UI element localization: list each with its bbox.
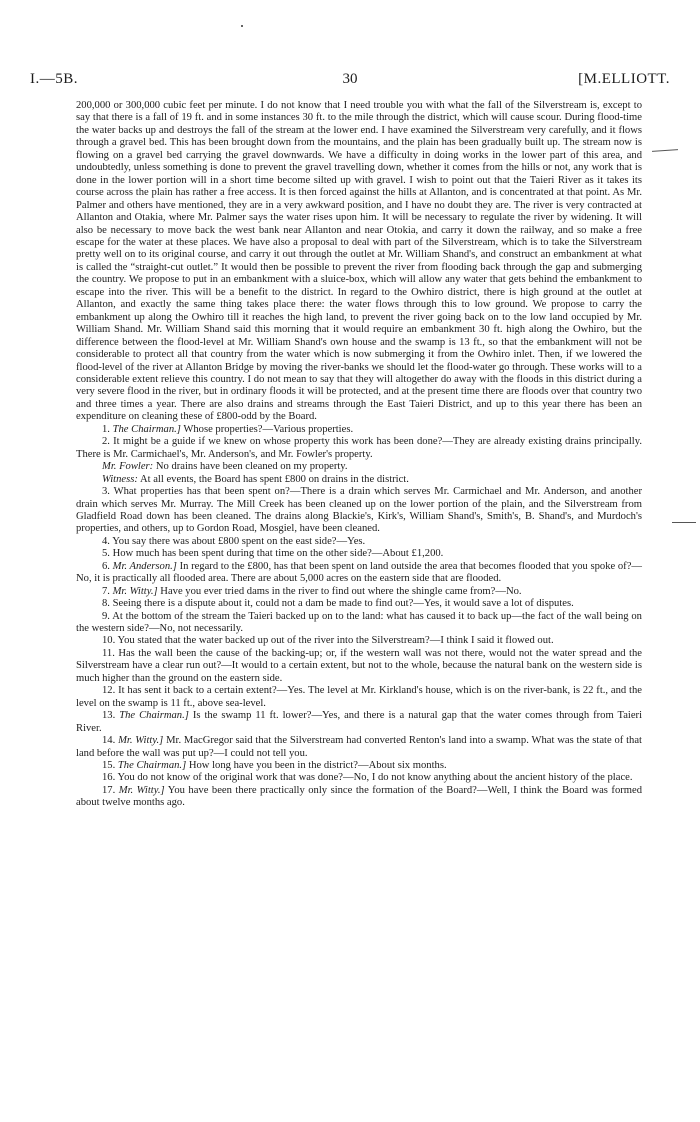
- margin-mark: [672, 522, 696, 523]
- question-answer: [76, 635, 642, 647]
- question-answer: [76, 536, 642, 548]
- question-number: 2.: [102, 436, 110, 448]
- paragraph-text: You say there was about £800 spent on the east side?—Yes.: [112, 535, 366, 547]
- question-number: 9.: [102, 610, 110, 622]
- paragraph-text: You have been there practically only since the formation of the Board?—Well, I think the Board was formed about twelve months ago.: [76, 784, 643, 809]
- question-number: 13.: [102, 710, 116, 722]
- question-answer: [76, 598, 642, 610]
- paragraph-text: Have you ever tried dams in the river to find out where the shingle came from?—No.: [160, 585, 522, 597]
- speaker-name: The Chairman.]: [117, 760, 187, 772]
- speaker-name: Mr. Fowler:: [102, 461, 154, 473]
- question-number: 4.: [102, 535, 110, 547]
- question-answer: [76, 586, 642, 598]
- question-number: 12.: [102, 685, 116, 697]
- paragraph-text: Whose properties?—Various properties.: [183, 423, 354, 435]
- question-answer: [76, 648, 642, 685]
- question-answer: [76, 785, 642, 810]
- paragraph-text: No drains have been cleaned on my property.: [155, 461, 348, 473]
- question-answer: [76, 424, 642, 436]
- page-number: 30: [342, 71, 358, 87]
- speaker-name: Mr. Anderson.]: [112, 560, 177, 572]
- question-number: 5.: [102, 548, 110, 560]
- paragraph-text: 200,000 or 300,000 cubic feet per minute. I do not know that I need trouble you with what the fall of the Silverstream is, except to say that there is a fall of 19 ft. and in some instances 30 ft. to the mile through the district, which will cause scour. During flood-time the water backs up and destroys the fall of the stream at the lower end. I have examined the Silverstream very carefully, and it flows through a gravel bed. This has been brought down from the mountains, and the plain has been gradually built up. The stream now is flowing on a gravel bed carrying the gravel downwards. We have a difficulty in doing works in the lower part of this area, and undoubtedly, unless something is done to prevent the gravel travelling down, whether it comes from the hills or not, any work that is done in the lower portion will in a short time become silted up with gravel. I wish to point out that the Taieri River as it takes its course across the plain has rather a free access. It is then forced against the hills at Allanton, and is concentrated at that point. As Mr. Palmer and others have mentioned, they are in a very awkward position, and I have no doubt they are. The river is very contracted at Allanton and Otakia, where Mr. Palmer says the water rises upon him. It will be necessary to regulate the river by widening. It will also be necessary to move back the west bank near Allanton and near Otokia, and carry it down the railway, and so make a free escape for the water at these places. We have also a proposal to deal with part of the Silverstream, which is to take the Silverstream pretty well on to its original course, and carry it out through the outlet at Mr. William Shand's, and construct an embankment at what is called the “straight-cut outlet.” It would then be possible to prevent the river from flooding back through the gap and submerging the country. We propose to put in an embankment with a sluice-box, which will allow any water that gets behind the embankment to escape into the river. This will be a benefit to the district. In regard to the Owhiro district, there is high ground at the outlet at Allanton, and exactly the same thing takes place there: the water flows through this to low ground. We propose to carry the embankment up along the Owhiro till it reaches the high land, to prevent the river going back on to the low land occupied by Mr. William Shand. Mr. William Shand said this morning that it would require an embankment 30 ft. high along the Owhiro, but the difference between the flood-level at Mr. William Shand's own house and the swamp is 13 ft., so that the embankment will not be considerable to protect all that country from the water which is now submerging it from the Owhiro inlet. Then, if we lowered the flood-level of the river at Allanton Bridge by moving the river-banks we should let the flood-water go through. These works will to a considerable extent relieve this country. I do not mean to say that they will altogether do away with the floods in this district during a very severe flood in the river, but in ordinary floods it will be protected, and at the present time there are floods over that country two and three times a year. There are also drains and streams through the East Taieri District, and up to this year there has been an expenditure on cleaning these of £800-odd by the Board.: [76, 100, 642, 423]
- witness-name: [M.ELLIOTT.: [578, 71, 670, 87]
- document-body: [76, 100, 642, 810]
- question-answer: [76, 548, 642, 560]
- paragraph-text: At all events, the Board has spent £800 on drains in the district.: [139, 473, 409, 485]
- question-number: 17.: [102, 784, 116, 796]
- paragraph-text: It has sent it back to a certain extent?—Yes. The level at Mr. Kirkland's house, which is on the river-bank, is 22 ft., and the level on the swamp is 11 ft., above sea-level.: [76, 685, 642, 709]
- paper-reference: I.—5B.: [30, 71, 78, 87]
- speaker-name: The Chairman.]: [112, 423, 181, 435]
- evidence-paragraph: [76, 100, 642, 424]
- question-answer: [76, 461, 642, 473]
- question-answer: [76, 710, 642, 735]
- question-number: 14.: [102, 735, 116, 747]
- paragraph-text: In regard to the £800, has that been spent on land outside the area that becomes flooded that you spoke of?—No, it is practically all flooded area. There are about 5,000 acres on the eastern side that are flooded.: [76, 560, 642, 585]
- paragraph-text: Mr. MacGregor said that the Silverstream had converted Renton's land into a swamp. What was the state of that land before the wall was put up?—I could not tell you.: [76, 735, 642, 759]
- paragraph-text: How long have you been in the district?—About six months.: [188, 760, 447, 772]
- paragraph-text: You stated that the water backed up out of the river into the Silverstream?—I think I said it flowed out.: [117, 635, 554, 647]
- paragraph-text: What properties has that been spent on?—There is a drain which serves Mr. Carmichael and Mr. Anderson, and another drain which serves Mr. Murray. The Mill Creek has been cleaned up on the lower portion of the plain, and the Silverstream from Gladfield Road down has been cleaned. The drains along Blackie's, Kirk's, William Shand's, Smith's, B. Shand's, and Murdoch's properties, and others, up to Gordon Road, Mosgiel, have been cleaned.: [76, 486, 642, 535]
- question-answer: [76, 772, 642, 784]
- question-answer: [76, 685, 642, 710]
- question-number: 11.: [102, 647, 115, 659]
- question-number: 7.: [102, 585, 110, 597]
- paragraph-text: Has the wall been the cause of the backing-up; or, if the western wall was not there, would not the water spread and the Silverstream have a clear run out?—It would to a certain extent, but not to the whole, because the natural bank on the western side is much higher than the ground on the eastern side.: [76, 647, 642, 684]
- question-answer: [76, 760, 642, 772]
- speaker-name: Mr. Witty.]: [118, 735, 164, 747]
- speaker-name: Mr. Witty.]: [118, 784, 165, 796]
- paragraph-text: How much has been spent during that time on the other side?—About £1,200.: [112, 548, 444, 560]
- speaker-name: Witness:: [102, 473, 138, 485]
- question-number: 6.: [102, 560, 110, 572]
- question-answer: [76, 486, 642, 536]
- paragraph-text: Is the swamp 11 ft. lower?—Yes, and there is a natural gap that the water comes through from Taieri River.: [76, 710, 643, 734]
- paragraph-text: It might be a guide if we knew on whose property this work has been done?—They are already existing drains principally. There is Mr. Carmichael's, Mr. Anderson's, and Mr. Fowler's property.: [76, 436, 642, 460]
- question-answer: [76, 611, 642, 636]
- question-answer: [76, 735, 642, 760]
- paragraph-text: You do not know of the original work that was done?—No, I do not know anything about the ancient history of the place.: [117, 772, 633, 784]
- paragraph-text: Seeing there is a dispute about it, could not a dam be made to find out?—Yes, it would save a lot of disputes.: [112, 598, 574, 610]
- margin-mark: [652, 149, 678, 152]
- question-answer: [76, 474, 642, 486]
- question-number: 8.: [102, 598, 110, 610]
- speaker-name: The Chairman.]: [119, 710, 189, 722]
- margin-dot: [241, 25, 243, 27]
- question-number: 16.: [102, 772, 116, 784]
- question-answer: [76, 436, 642, 461]
- question-number: 3.: [102, 486, 110, 498]
- question-answer: [76, 561, 642, 586]
- question-number: 1.: [102, 423, 110, 435]
- paragraph-text: At the bottom of the stream the Taieri backed up on to the land: what has caused it to back up—the fact of the wall being on the western side?—No, not necessarily.: [76, 610, 642, 635]
- page-header: [30, 71, 670, 95]
- question-number: 15.: [102, 760, 116, 772]
- question-number: 10.: [102, 635, 116, 647]
- speaker-name: Mr. Witty.]: [112, 585, 158, 597]
